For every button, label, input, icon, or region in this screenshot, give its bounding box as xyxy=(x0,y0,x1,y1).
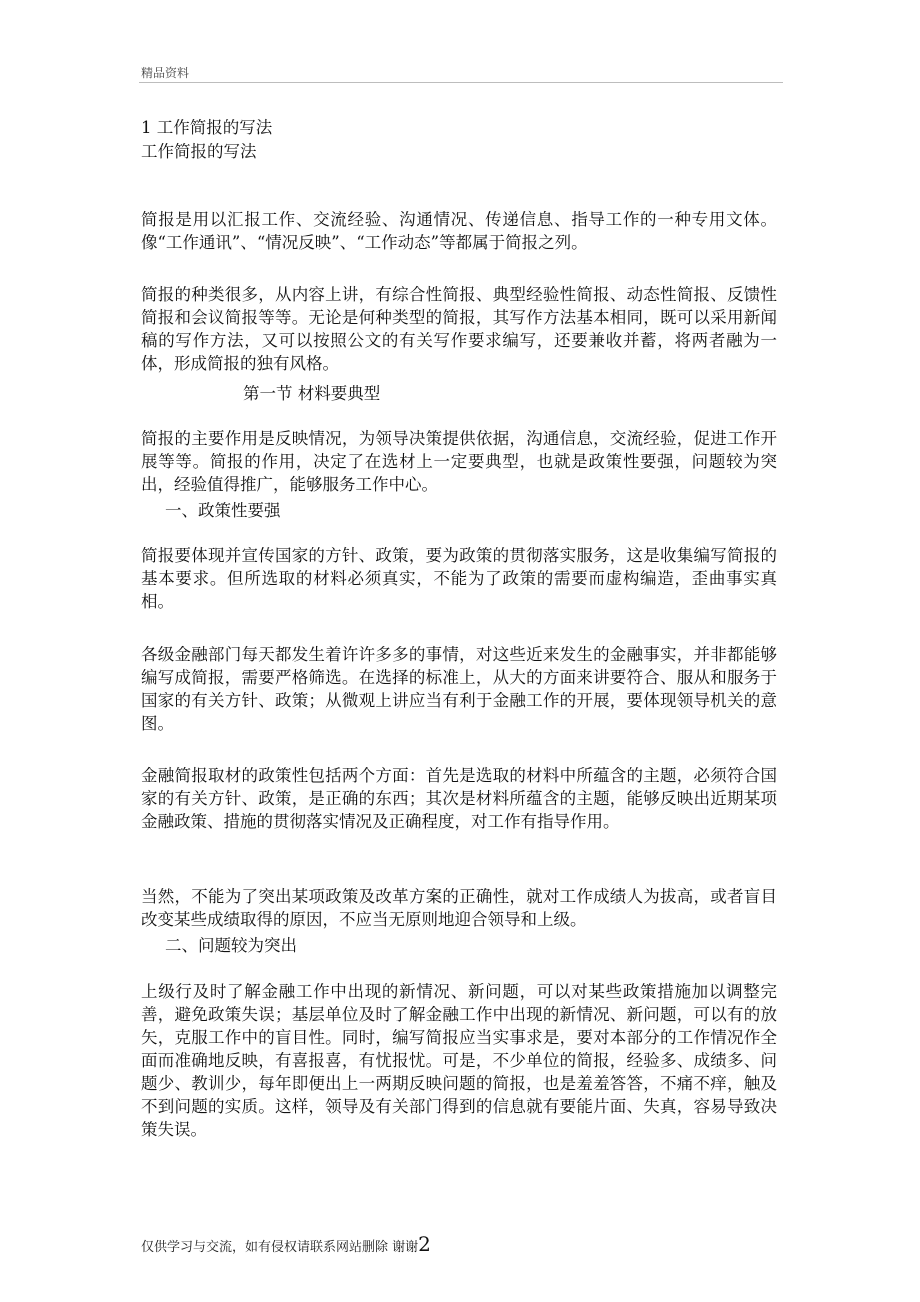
point-heading-problems: 二、问题较为突出 xyxy=(165,936,297,955)
paragraph-purpose: 简报的主要作用是反映情况，为领导决策提供依据，沟通信息，交流经验，促进工作开展等等。简报的作用，决定了在选材上一定要典型，也就是政策性要强，问题较为突出，经验值得推广，能够服务工作中心。 xyxy=(141,429,777,494)
paragraph-policy-4: 当然，不能为了突出某项政策及改革方案的正确性，就对工作成绩人为拔高，或者盲目改变某些成绩取得的原因，不应当无原则地迎合领导和上级。 xyxy=(141,887,777,929)
footer-notice: 仅供学习与交流，如有侵权请联系网站删除 谢谢 xyxy=(141,1240,419,1255)
paragraph-types: 简报的种类很多，从内容上讲，有综合性简报、典型经验性简报、动态性简报、反馈性简报和会议简报等等。无论是何种类型的简报，其写作方法基本相同，既可以采用新闻稿的写作方法，又可以按照公文的有关写作要求编写，还要兼收并蓄，将两者融为一体，形成简报的独有风格。 xyxy=(141,285,777,373)
header-divider xyxy=(139,82,783,83)
page-header-label: 精品资料 xyxy=(141,66,190,80)
paragraph-definition: 简报是用以汇报工作、交流经验、沟通情况、传递信息、指导工作的一种专用文体。像“工作通讯”、“情况反映”、“工作动态”等都属于简报之列。 xyxy=(141,210,777,252)
document-title: 1 工作简报的写法 xyxy=(141,118,273,137)
paragraph-policy-1: 简报要体现并宣传国家的方针、政策，要为政策的贯彻落实服务，这是收集编写简报的基本要求。但所选取的材料必须真实，不能为了政策的需要而虚构编造，歪曲事实真相。 xyxy=(141,546,777,611)
paragraph-policy-3: 金融简报取材的政策性包括两个方面：首先是选取的材料中所蕴含的主题，必须符合国家的有关方针、政策，是正确的东西；其次是材料所蕴含的主题，能够反映出近期某项金融政策、措施的贯彻落实情况及正确程度，对工作有指导作用。 xyxy=(141,766,777,831)
paragraph-policy-2: 各级金融部门每天都发生着许许多多的事情，对这些近来发生的金融事实，并非都能够编写成简报，需要严格筛选。在选择的标准上，从大的方面来讲要符合、服从和服务于国家的有关方针、政策；从微观上讲应当有利于金融工作的开展，要体现领导机关的意图。 xyxy=(141,645,777,733)
page-number: 2 xyxy=(418,1232,431,1256)
paragraph-problems: 上级行及时了解金融工作中出现的新情况、新问题，可以对某些政策措施加以调整完善，避免政策失误；基层单位及时了解金融工作中出现的新情况、新问题，可以有的放矢，克服工作中的盲目性。同时，编写简报应当实事求是，要对本部分的工作情况作全面而准确地反映，有喜报喜，有忧报忧。可是，不少单位的简报，经验多、成绩多、问题少、教训少，每年即便出上一两期反映问题的简报，也是羞羞答答，不痛不痒，触及不到问题的实质。这样，领导及有关部门得到的信息就有要能片面、失真，容易导致决策失误。 xyxy=(141,982,777,1139)
point-heading-policy: 一、政策性要强 xyxy=(165,501,281,520)
section-heading-1: 第一节 材料要典型 xyxy=(243,384,381,403)
page-footer xyxy=(141,1232,431,1256)
document-subtitle: 工作简报的写法 xyxy=(141,142,257,161)
